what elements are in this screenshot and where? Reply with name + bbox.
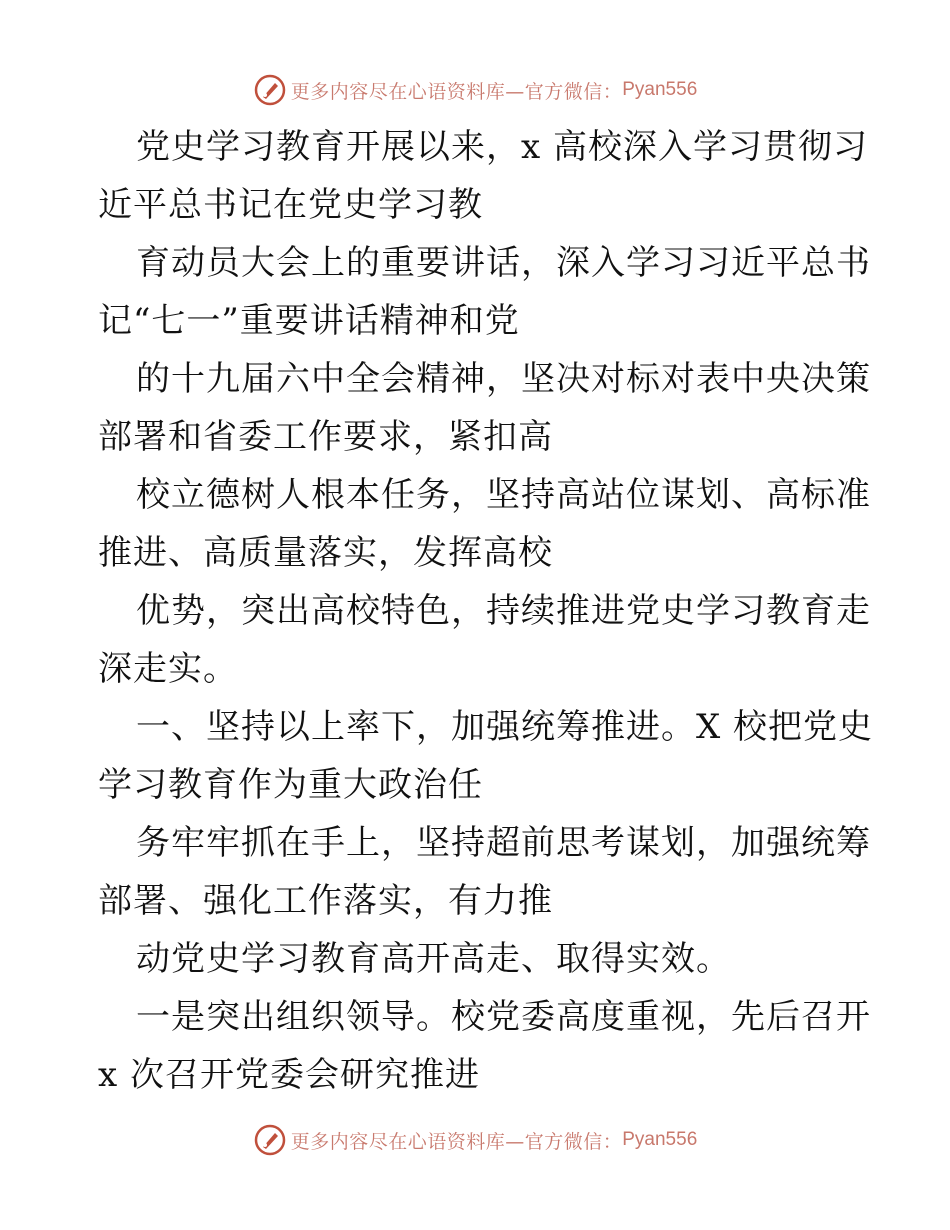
watermark-id: Pyan556 xyxy=(622,79,698,100)
watermark-text: 更多内容尽在心语资料库—官方微信： xyxy=(290,80,623,103)
paragraph-line: 的十九届六中全会精神，坚决对标对表中央决策 xyxy=(136,359,871,399)
paragraph-line: 务牢牢抓在手上，坚持超前思考谋划，加强统筹 xyxy=(136,823,871,863)
paragraph-line: 校立德树人根本任务，坚持高站位谋划、高标准 xyxy=(136,475,871,515)
paragraph-line: 一、坚持以上率下，加强统筹推进。X 校把党史 xyxy=(136,707,874,747)
watermark-id: Pyan556 xyxy=(622,1129,698,1150)
paragraph-line: 记“七一”重要讲话精神和党 xyxy=(98,301,520,341)
paragraph-line: 学习教育作为重大政治任 xyxy=(98,765,483,805)
paragraph-line: 优势，突出高校特色，持续推进党史学习教育走 xyxy=(136,591,871,631)
paragraph-line: 育动员大会上的重要讲话，深入学习习近平总书 xyxy=(136,243,871,283)
watermark-footer xyxy=(0,1120,950,1160)
paragraph-line: 推进、高质量落实，发挥高校 xyxy=(98,533,553,573)
watermark-header xyxy=(0,70,950,110)
paragraph-line: 深走实。 xyxy=(98,649,238,689)
pen-nib-logo-icon xyxy=(253,1123,287,1157)
paragraph-line: 党史学习教育开展以来，x 高校深入学习贯彻习 xyxy=(136,127,868,167)
paragraph-line: x 次召开党委会研究推进 xyxy=(98,1055,480,1095)
paragraph-line: 一是突出组织领导。校党委高度重视，先后召开 xyxy=(136,997,871,1037)
document-body xyxy=(98,118,874,1104)
paragraph-line: 动党史学习教育高开高走、取得实效。 xyxy=(136,939,731,979)
paragraph-line: 部署、强化工作落实，有力推 xyxy=(98,881,553,921)
watermark-text: 更多内容尽在心语资料库—官方微信： xyxy=(290,1130,623,1153)
pen-nib-logo-icon xyxy=(253,73,287,107)
paragraph-line: 部署和省委工作要求，紧扣高 xyxy=(98,417,553,457)
paragraph-line: 近平总书记在党史学习教 xyxy=(98,185,483,225)
